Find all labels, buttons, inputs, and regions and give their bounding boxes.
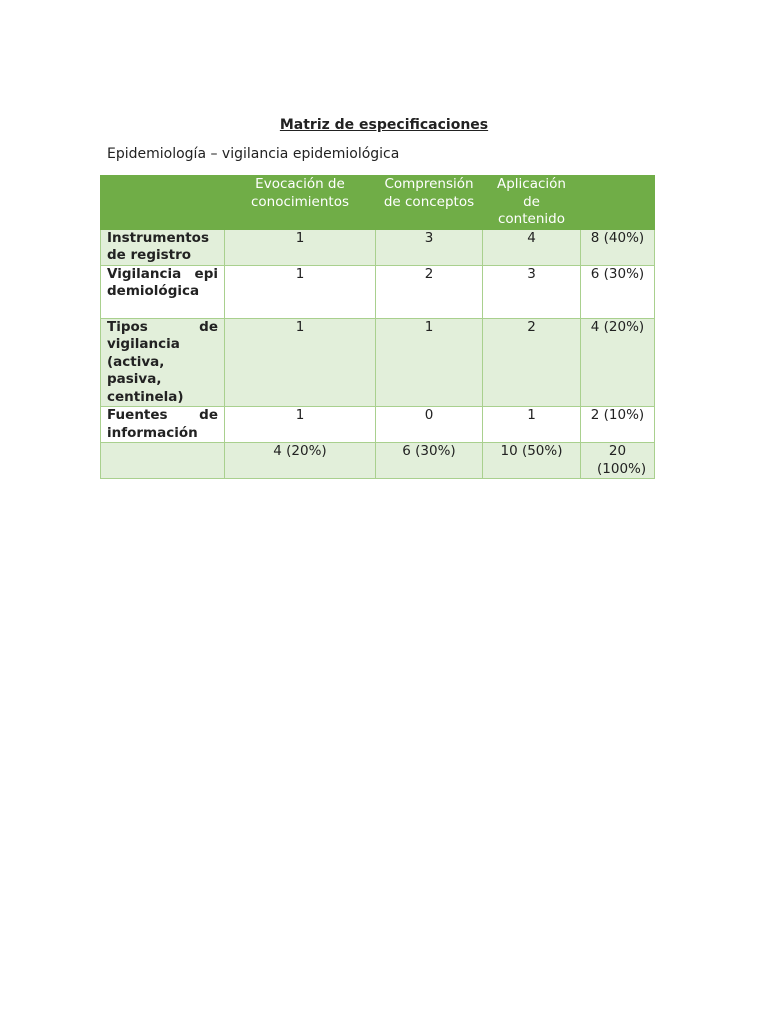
table-row [101,407,655,443]
cell-value: 3 [376,229,483,265]
cell-value: 1 [225,229,376,265]
document-subtitle: Epidemiología – vigilancia epidemiológica [107,146,400,162]
cell-value: 2 [376,265,483,318]
column-total: 4 (20%) [225,443,376,479]
specification-matrix-table [100,175,655,479]
column-total: 10 (50%) [483,443,581,479]
row-label: Tipos de vigilancia (activa, pasiva, centinela) [101,318,225,407]
cell-value: 1 [225,265,376,318]
header-cell-total [581,176,655,230]
cell-value: 4 [483,229,581,265]
row-total: 6 (30%) [581,265,655,318]
row-label: Vigilancia epidemiológica [101,265,225,318]
header-row [101,176,655,230]
cell-value: 0 [376,407,483,443]
totals-row [101,443,655,479]
cell-value: 1 [225,318,376,407]
row-label: Instrumentos de registro [101,229,225,265]
cell-value: 1 [225,407,376,443]
header-cell-corner [101,176,225,230]
row-total: 4 (20%) [581,318,655,407]
cell-value: 1 [376,318,483,407]
document-title: Matriz de especificaciones [279,117,489,133]
header-cell-aplicacion: Aplicación de contenido [483,176,581,230]
cell-value: 3 [483,265,581,318]
row-total: 8 (40%) [581,229,655,265]
row-total: 2 (10%) [581,407,655,443]
cell-value: 2 [483,318,581,407]
table-row [101,229,655,265]
table-row [101,318,655,407]
grand-total: 20 (100%) [581,443,655,479]
cell-value: 1 [483,407,581,443]
column-total: 6 (30%) [376,443,483,479]
header-cell-evocacion: Evocación de conocimientos [225,176,376,230]
header-cell-comprension: Comprensión de conceptos [376,176,483,230]
table-row [101,265,655,318]
row-label: Fuentes de información [101,407,225,443]
totals-label [101,443,225,479]
